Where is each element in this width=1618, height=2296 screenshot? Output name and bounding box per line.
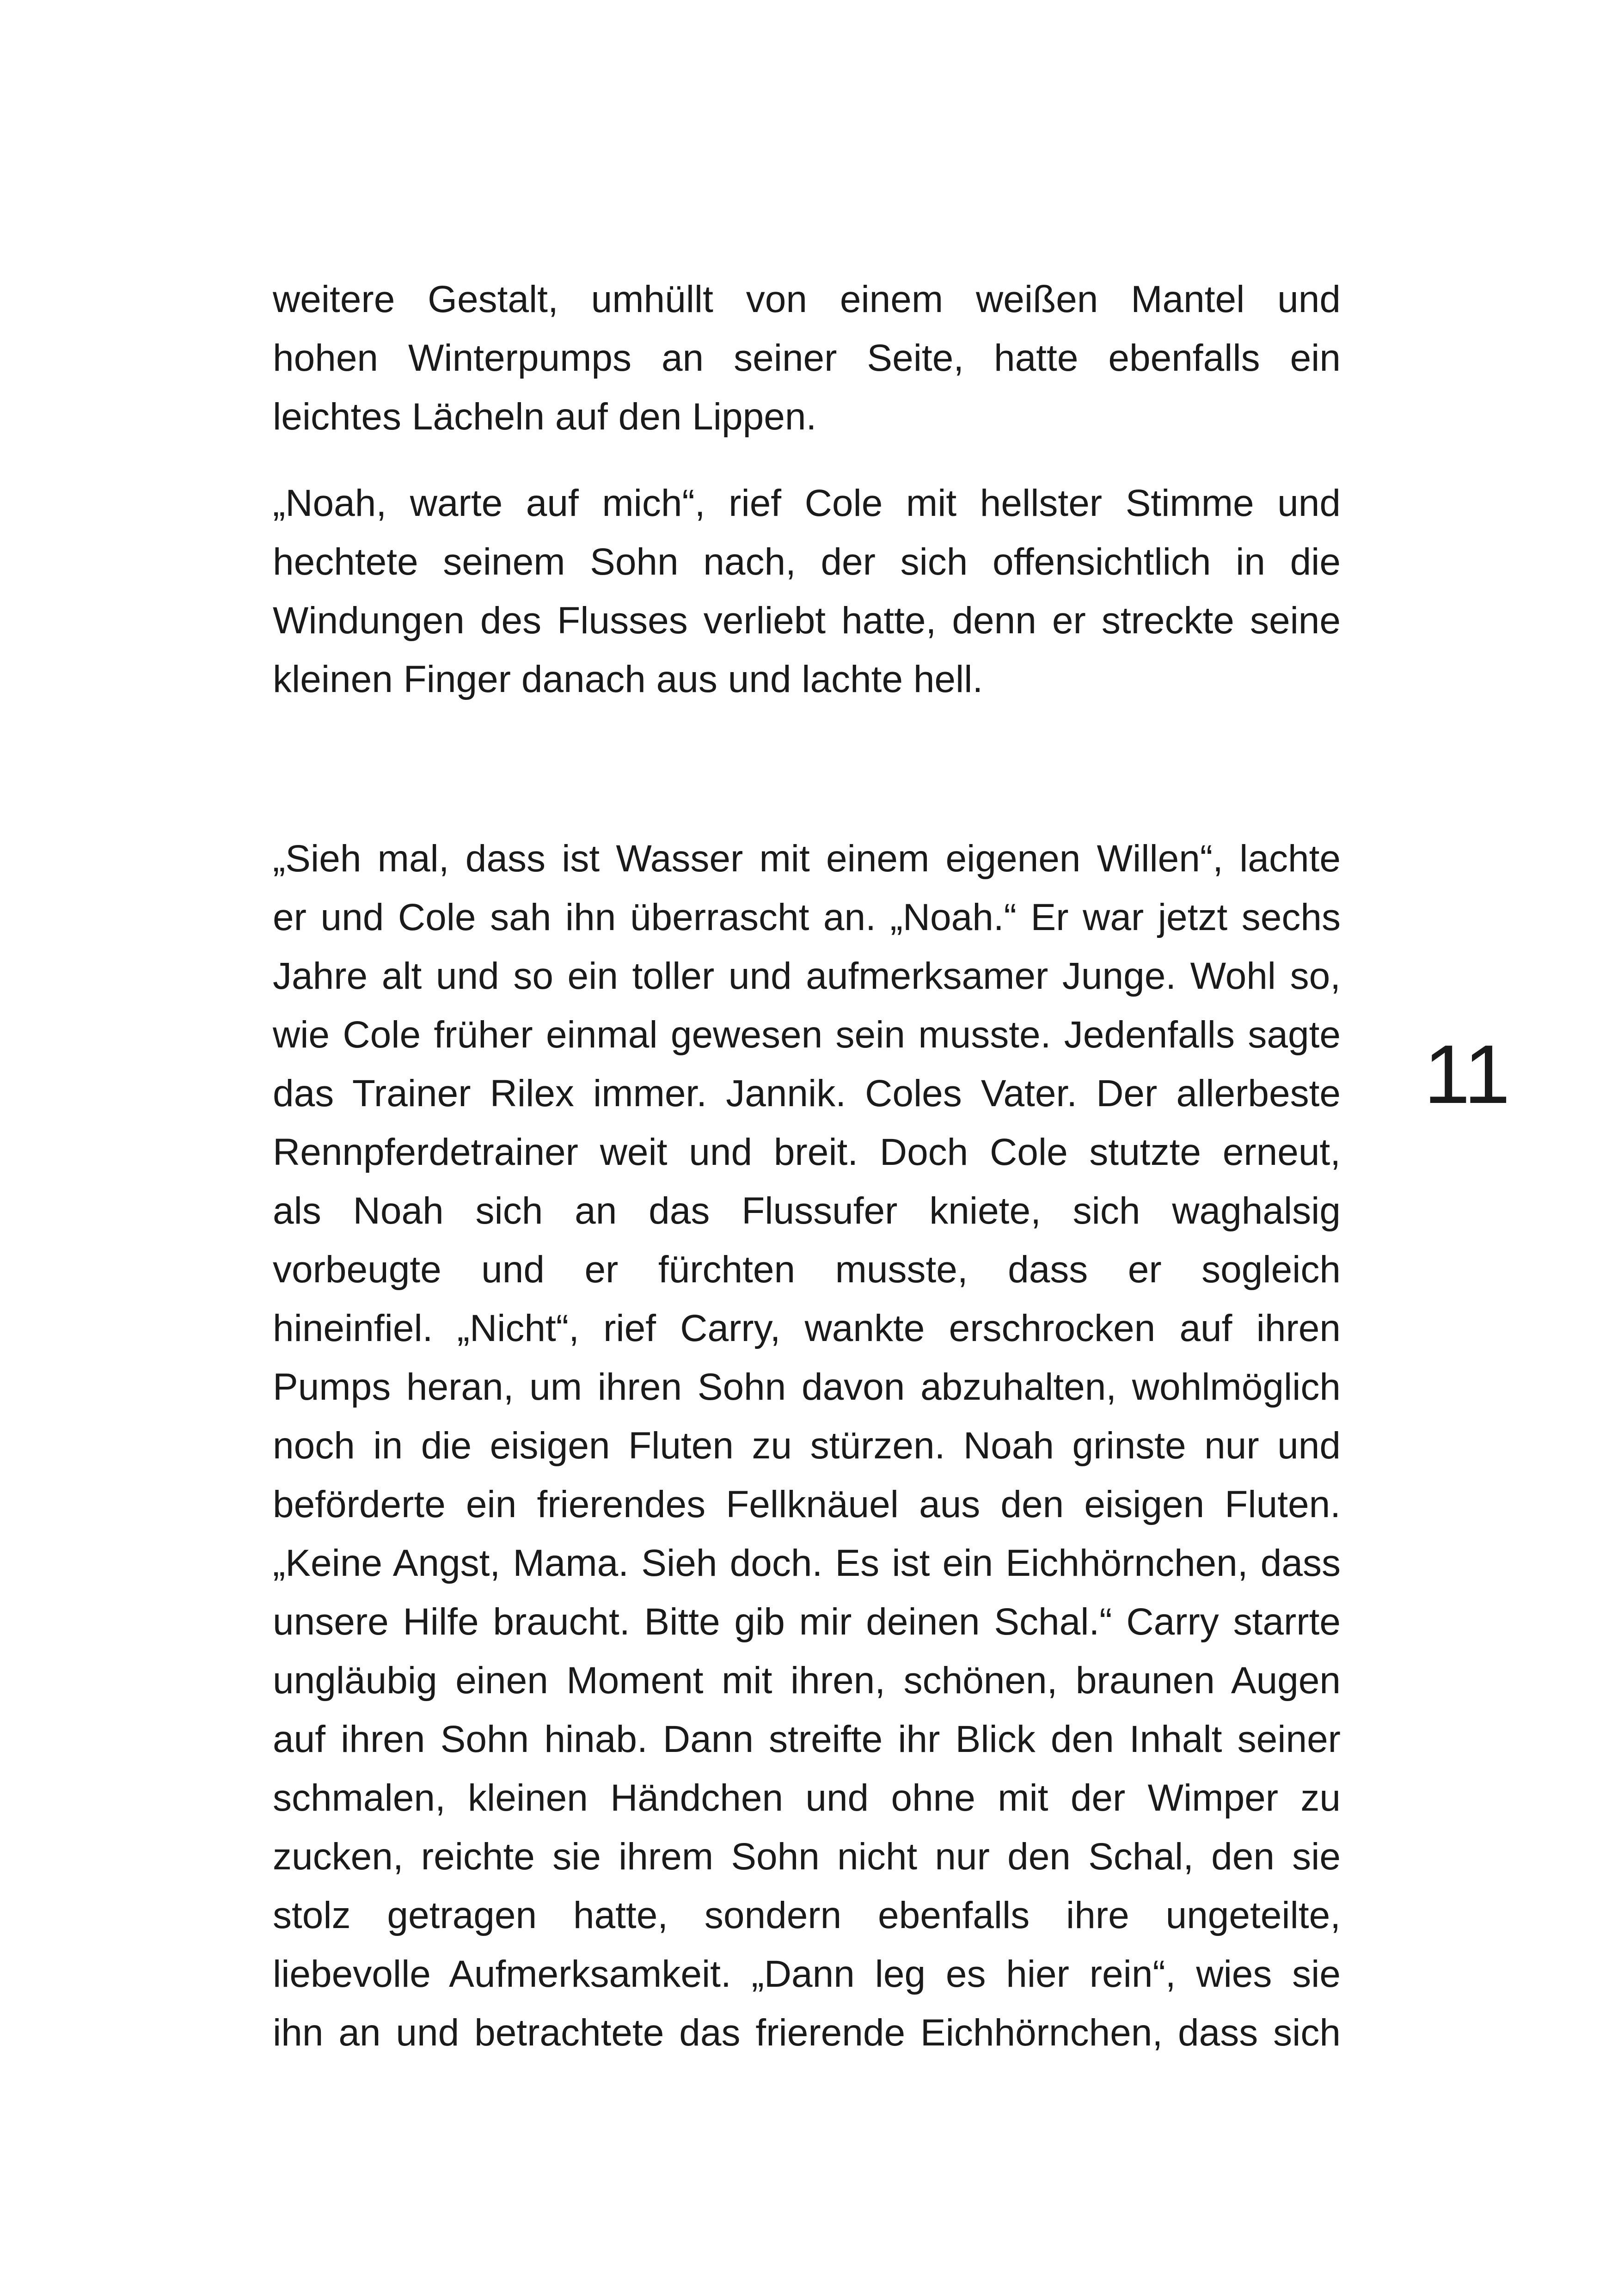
text-line: leichtes Lächeln auf den Lippen. — [273, 396, 817, 438]
text-line: Pumps heran, um ihren Sohn davon abzuhalten, wohlmöglich — [273, 1366, 1341, 1408]
text-line: vorbeugte und er fürchten musste, dass er sogleich — [273, 1249, 1341, 1291]
text-line: wie Cole früher einmal gewesen sein musste. Jedenfalls sagte — [273, 1014, 1341, 1056]
text-line: hohen Winterpumps an seiner Seite, hatte ebenfalls ein — [273, 337, 1341, 379]
text-line: „Sieh mal, dass ist Wasser mit einem eigenen Willen“, lachte — [273, 838, 1341, 880]
text-line: ihn an und betrachtete das frierende Eichhörnchen, dass sich — [273, 2012, 1341, 2054]
text-line: hineinfiel. „Nicht“, rief Carry, wankte erschrocken auf ihren — [273, 1307, 1341, 1349]
text-line: noch in die eisigen Fluten zu stürzen. Noah grinste nur und — [273, 1425, 1341, 1467]
paragraph-2 — [273, 474, 1341, 709]
paragraph-3 — [273, 829, 1341, 2062]
text-line: als Noah sich an das Flussufer kniete, sich waghalsig — [273, 1190, 1341, 1232]
text-line: Rennpferdetrainer weit und breit. Doch Cole stutzte erneut, — [273, 1131, 1341, 1173]
text-line: „Noah, warte auf mich“, rief Cole mit hellster Stimme und — [273, 482, 1341, 524]
text-line: er und Cole sah ihn überrascht an. „Noah.“ Er war jetzt sechs — [273, 896, 1341, 938]
text-line: hechtete seinem Sohn nach, der sich offensichtlich in die — [273, 541, 1341, 583]
text-line: das Trainer Rilex immer. Jannik. Coles Vater. Der allerbeste — [273, 1072, 1341, 1114]
text-line: Jahre alt und so ein toller und aufmerksamer Junge. Wohl so, — [273, 955, 1341, 997]
text-line: unsere Hilfe braucht. Bitte gib mir deinen Schal.“ Carry starrte — [273, 1601, 1341, 1643]
text-line: weitere Gestalt, umhüllt von einem weißen Mantel und — [273, 278, 1341, 320]
paragraph-3-block — [273, 829, 1341, 2062]
text-line: zucken, reichte sie ihrem Sohn nicht nur den Schal, den sie — [273, 1836, 1341, 1878]
paragraph-2-block — [273, 474, 1341, 709]
text-line: ungläubig einen Moment mit ihren, schönen, braunen Augen — [273, 1659, 1341, 1702]
text-line: „Keine Angst, Mama. Sieh doch. Es ist ein Eichhörnchen, dass — [273, 1542, 1341, 1584]
text-line: schmalen, kleinen Händchen und ohne mit der Wimper zu — [273, 1777, 1341, 1819]
text-line: liebevolle Aufmerksamkeit. „Dann leg es hier rein“, wies sie — [273, 1953, 1341, 1995]
paragraph-1 — [273, 270, 1341, 446]
text-line: auf ihren Sohn hinab. Dann streifte ihr Blick den Inhalt seiner — [273, 1718, 1341, 1760]
page-number: 11 — [1424, 1028, 1510, 1121]
text-line: stolz getragen hatte, sondern ebenfalls ihre ungeteilte, — [273, 1894, 1341, 1936]
text-line: Windungen des Flusses verliebt hatte, denn er streckte seine — [273, 600, 1341, 642]
paragraph-1-block — [273, 270, 1341, 446]
text-line: beförderte ein frierendes Fellknäuel aus den eisigen Fluten. — [273, 1483, 1341, 1525]
text-line: kleinen Finger danach aus und lachte hell. — [273, 658, 983, 700]
